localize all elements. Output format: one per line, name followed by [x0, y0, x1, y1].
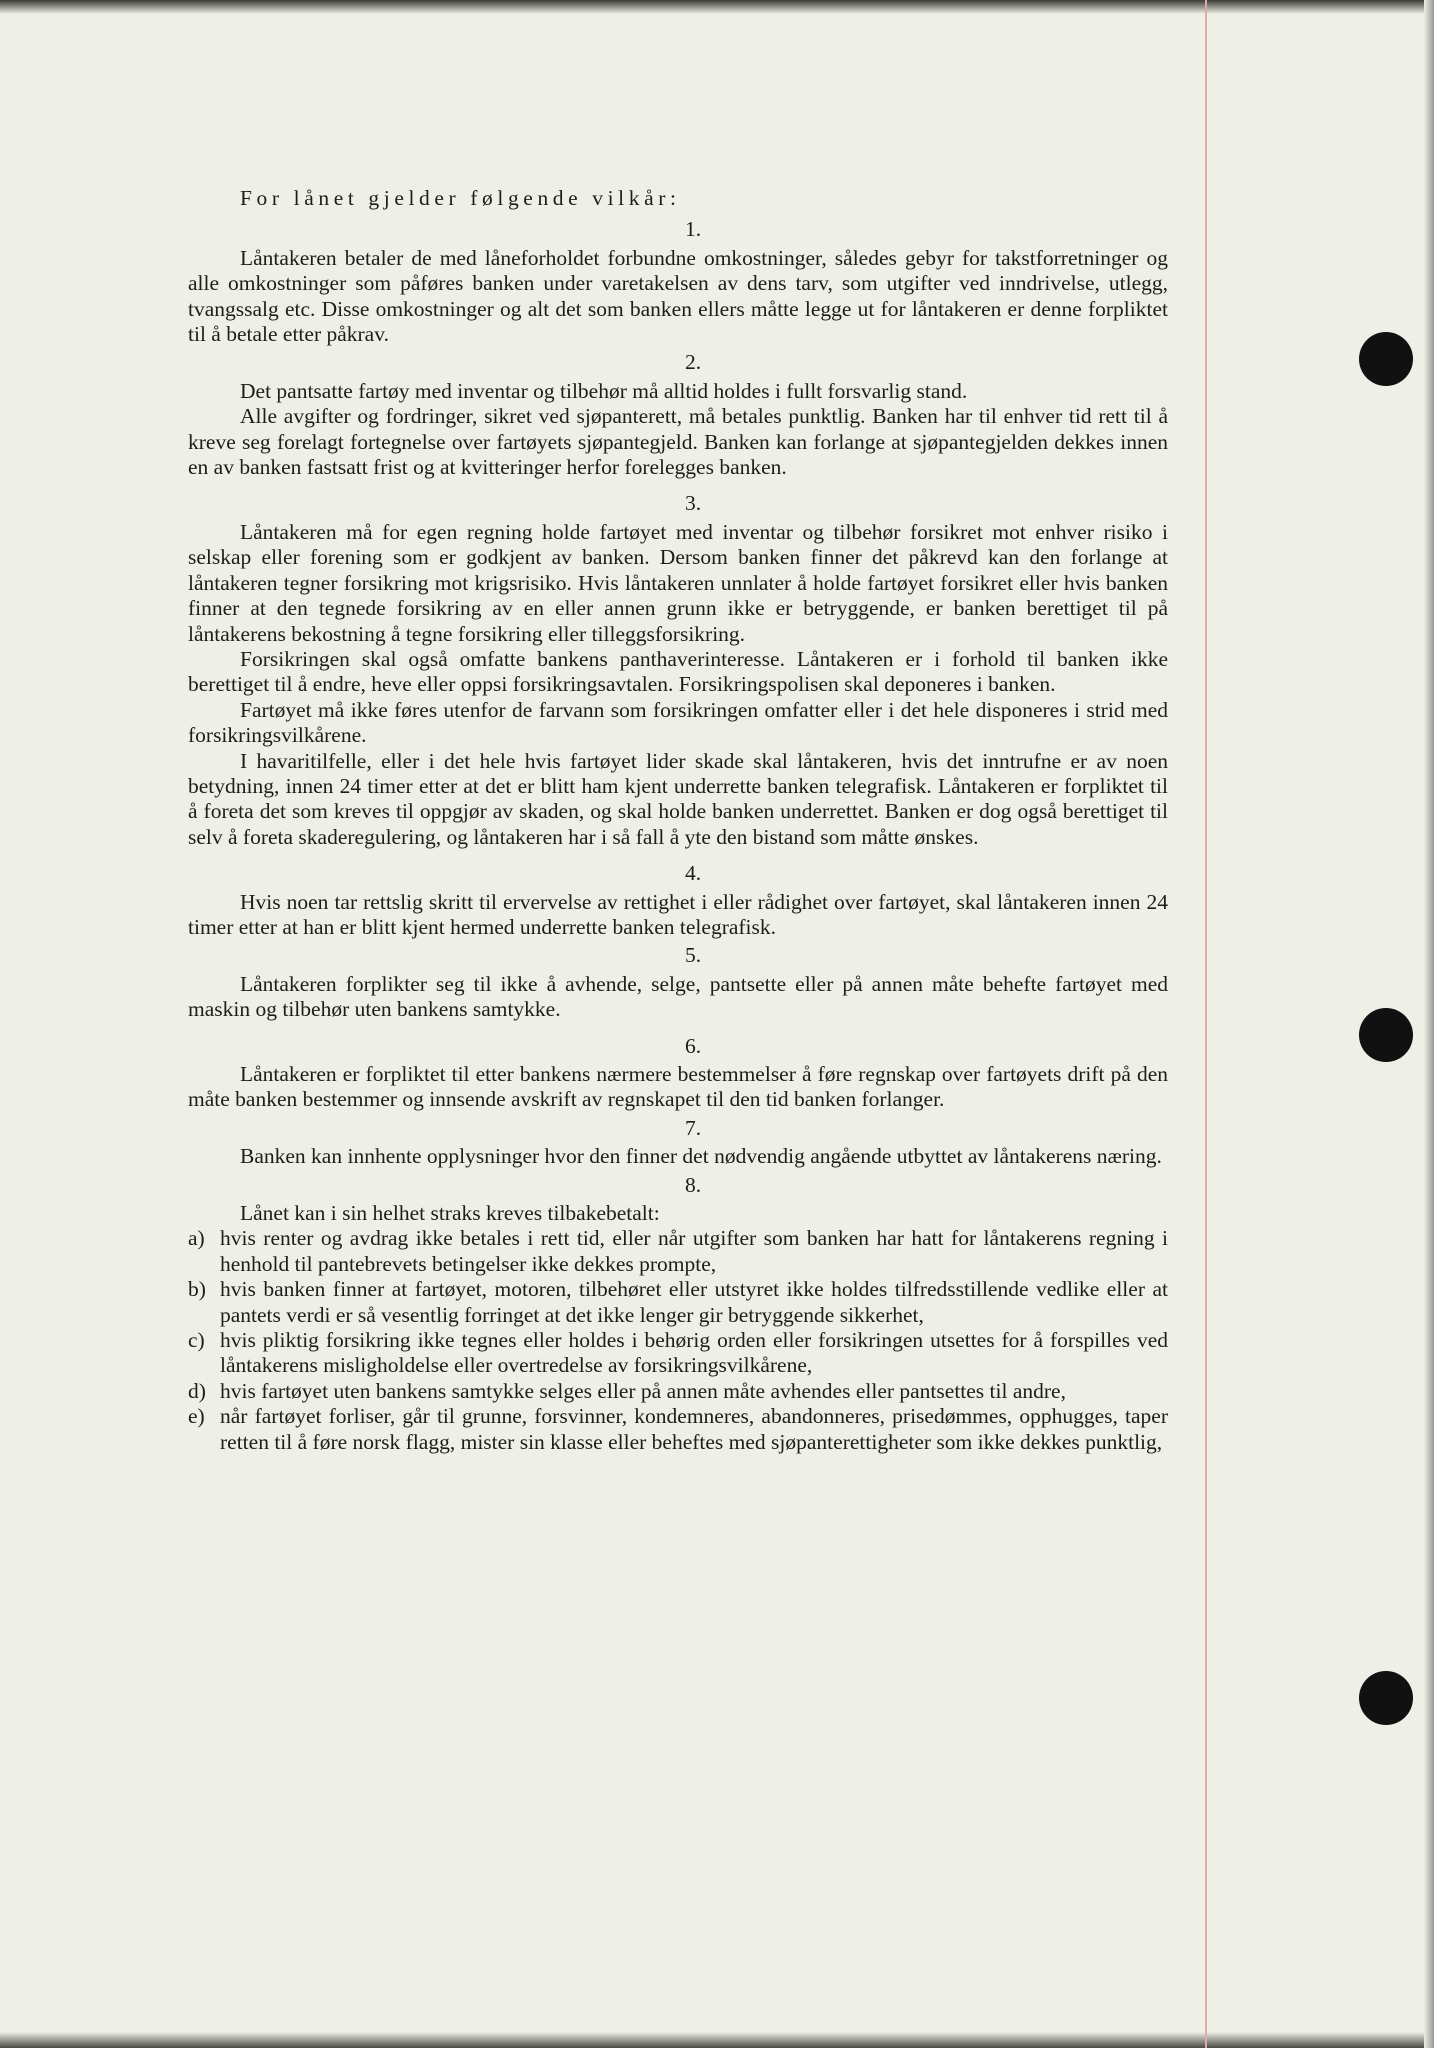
list-item-text: hvis renter og avdrag ikke betales i rett tid, eller når utgifter som banken har hatt for låntakerens regning i henhold til pantebrevets betingelser ikke dekkes prompte, [220, 1226, 1168, 1276]
list-item-text: hvis pliktig forsikring ikke tegnes eller holdes i behørig orden eller forsikringen utsettes for å forspilles ved låntakerens misligholdelse eller overtredelse av forsikringsvilkårene, [220, 1328, 1168, 1378]
section-paragraph: Låntakeren er forpliktet til etter bankens nærmere bestemmelser å føre regnskap over fartøyets drift på den måte banken bestemmer og innsende avskrift av regnskapet til den tid banken forlanger. [188, 1062, 1168, 1112]
section-paragraph: Fartøyet må ikke føres utenfor de farvann som forsikringen omfatter eller i det hele disponeres i strid med forsikringsvilkårene. [188, 697, 1168, 748]
section-paragraph: Banken kan innhente opplysninger hvor den finner det nødvendig angående utbyttet av låntakerens næring. [240, 1144, 1162, 1169]
section-paragraph: I havaritilfelle, eller i det hele hvis fartøyet lider skade skal låntakeren, hvis det inntrufne er av noen betydning, innen 24 timer etter at det er blitt ham kjent underrette banken telegrafisk. Låntakeren er forpliktet til å foreta det som kreves til oppgjør av skaden, og skal holde banken underrettet. Banken er dog også berettiget til selv å foreta skaderegulering, og låntakeren har i så fall å yte den bistand som måtte ønskes. [188, 748, 1168, 849]
list-item [188, 1379, 1168, 1404]
section-number: 5. [684, 943, 702, 968]
punch-hole-middle [1359, 1008, 1413, 1062]
section-paragraph: Det pantsatte fartøy med inventar og tilbehør må alltid holdes i fullt forsvarlig stand. [240, 378, 968, 403]
section-number: 3. [684, 491, 702, 516]
list-item-text: hvis banken finner at fartøyet, motoren, tilbehøret eller utstyret ikke holdes tilfredsstillende vedlike eller at pantets verdi er så vesentlig forringet at det ikke lenger gir betryggende sikkerhet, [220, 1277, 1168, 1327]
document-body [188, 186, 1168, 1455]
list-item-label: c) [188, 1328, 205, 1353]
list-item [188, 1226, 1168, 1277]
section-lead: Lånet kan i sin helhet straks kreves tilbakebetalt: [240, 1201, 660, 1226]
list-item-text: hvis fartøyet uten bankens samtykke selges eller på annen måte avhendes eller pantsettes til andre, [220, 1378, 1066, 1403]
section-number: 8. [684, 1172, 702, 1197]
intro-heading: For lånet gjelder følgende vilkår: [240, 186, 681, 210]
top-edge-shadow [0, 0, 1434, 14]
section-paragraph: Låntakeren betaler de med låneforholdet forbundne omkostninger, således gebyr for takstforretninger og alle omkostninger som påføres banken under varetakelsen av dens tarv, som utgifter ved inndrivelse, utlegg, tvangssalg etc. Disse omkostninger og alt det som banken ellers måtte legge ut for låntakeren er denne forpliktet til å betale etter påkrav. [188, 245, 1168, 347]
section-number: 4. [684, 861, 702, 886]
section-number: 7. [684, 1115, 702, 1140]
list-item-label: e) [188, 1404, 205, 1429]
bottom-edge-shadow [0, 2032, 1434, 2048]
section-paragraph: Forsikringen skal også omfatte bankens panthaverinteresse. Låntakeren er i forhold til banken ikke berettiget til å endre, heve eller oppsi forsikringsavtalen. Forsikringspolisen skal deponeres i banken. [188, 646, 1168, 697]
list-item-text: når fartøyet forliser, går til grunne, forsvinner, kondemneres, abandonneres, prisedømmes, opphugges, taper retten til å føre norsk flagg, mister sin klasse eller beheftes med sjøpanterettigheter som ikke dekkes punktlig, [220, 1404, 1168, 1454]
list-item [188, 1328, 1168, 1379]
list-item-label: b) [188, 1277, 206, 1302]
section-number: 2. [684, 350, 702, 375]
section-paragraph: Låntakeren forplikter seg til ikke å avhende, selge, pantsette eller på annen måte behefte fartøyet med maskin og tilbehør uten bankens samtykke. [188, 971, 1168, 1022]
punch-hole-bottom [1359, 1671, 1413, 1725]
section-number: 1. [684, 217, 702, 242]
list-item-label: d) [188, 1378, 206, 1403]
punch-hole-top [1359, 332, 1413, 386]
list-item-label: a) [188, 1226, 205, 1251]
section-paragraph: Låntakeren må for egen regning holde fartøyet med inventar og tilbehør forsikret mot enhver risiko i selskap eller forening som er godkjent av banken. Dersom banken finner det påkrevd kan den forlange at låntakeren tegner forsikring mot krigsrisiko. Hvis låntakeren unnlater å holde fartøyet forsikret eller hvis banken finner at den tegnede forsikring av en eller annen grunn ikke er betryggende, er banken berettiget til på låntakerens bekostning å tegne forsikring eller tilleggsforsikring. [188, 519, 1168, 646]
section-paragraph: Alle avgifter og fordringer, sikret ved sjøpanterett, må betales punktlig. Banken har til enhver tid rett til å kreve seg forelagt fortegnelse over fartøyets sjøpantegjeld. Banken kan forlange at sjøpantegjelden dekkes innen en av banken fastsatt frist og at kvitteringer herfor forelegges banken. [188, 404, 1168, 480]
section-paragraph: Hvis noen tar rettslig skritt til ervervelse av rettighet i eller rådighet over fartøyet, skal låntakeren innen 24 timer etter at han er blitt kjent hermed underrette banken telegrafisk. [188, 889, 1168, 939]
red-margin-line [1205, 0, 1207, 2048]
list-item [188, 1404, 1168, 1455]
section-number: 6. [684, 1033, 702, 1058]
list-item [188, 1277, 1168, 1328]
right-edge-shadow [1424, 0, 1434, 2048]
